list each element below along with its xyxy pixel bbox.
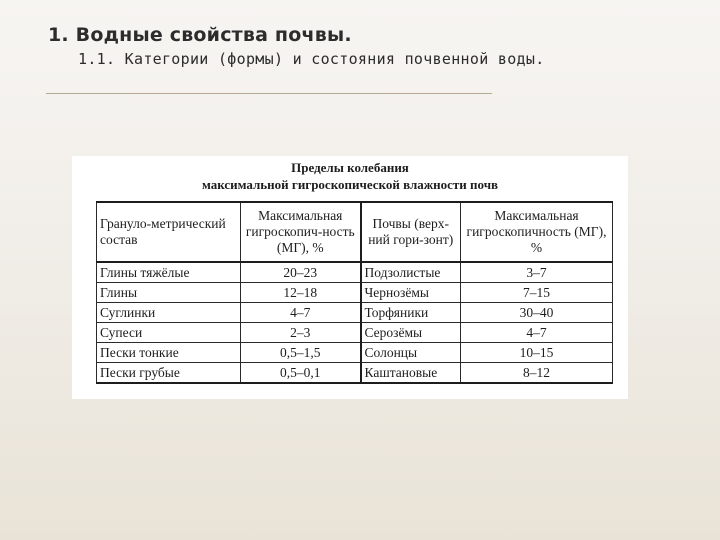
mg-soil-cell: 3–7	[461, 262, 613, 283]
table-row	[97, 262, 613, 283]
mg-texture-cell: 20–23	[241, 262, 361, 283]
texture-cell: Глины	[97, 283, 241, 303]
slide-title: 1. Водные свойства почвы.	[48, 24, 352, 46]
table-header-row	[97, 202, 613, 262]
mg-soil-cell: 30–40	[461, 303, 613, 323]
hygroscopic-moisture-table	[96, 201, 613, 384]
table-caption-line-2: максимальной гигроскопической влажности почв	[201, 177, 499, 192]
mg-texture-cell: 4–7	[241, 303, 361, 323]
header-max-hygroscopicity-1: Максимальная гигроскопич-ность (МГ), %	[241, 202, 361, 262]
mg-texture-cell: 2–3	[241, 323, 361, 343]
table-row	[97, 303, 613, 323]
soil-cell: Солонцы	[361, 343, 461, 363]
soil-cell: Каштановые	[361, 363, 461, 384]
mg-soil-cell: 10–15	[461, 343, 613, 363]
mg-soil-cell: 4–7	[461, 323, 613, 343]
mg-texture-cell: 0,5–1,5	[241, 343, 361, 363]
soil-cell: Серозёмы	[361, 323, 461, 343]
soil-cell: Подзолистые	[361, 262, 461, 283]
table-caption-line-1: Пределы колебания	[291, 160, 409, 175]
texture-cell: Суглинки	[97, 303, 241, 323]
header-granulometric-composition: Грануло-метрический состав	[97, 202, 241, 262]
texture-cell: Супеси	[97, 323, 241, 343]
table-figure	[72, 156, 628, 399]
soil-cell: Торфяники	[361, 303, 461, 323]
mg-soil-cell: 7–15	[461, 283, 613, 303]
title-divider	[46, 93, 492, 94]
table-row	[97, 283, 613, 303]
soil-cell: Чернозёмы	[361, 283, 461, 303]
texture-cell: Глины тяжёлые	[97, 262, 241, 283]
table-caption	[72, 159, 628, 193]
slide-subtitle: 1.1. Категории (формы) и состояния почвенной воды.	[78, 50, 545, 68]
header-max-hygroscopicity-2: Максимальная гигроскопичность (МГ), %	[461, 202, 613, 262]
mg-texture-cell: 12–18	[241, 283, 361, 303]
mg-soil-cell: 8–12	[461, 363, 613, 384]
table-row	[97, 323, 613, 343]
table-row	[97, 343, 613, 363]
texture-cell: Пески грубые	[97, 363, 241, 384]
texture-cell: Пески тонкие	[97, 343, 241, 363]
table-row	[97, 363, 613, 384]
header-soil-type: Почвы (верх-ний гори-зонт)	[361, 202, 461, 262]
mg-texture-cell: 0,5–0,1	[241, 363, 361, 384]
